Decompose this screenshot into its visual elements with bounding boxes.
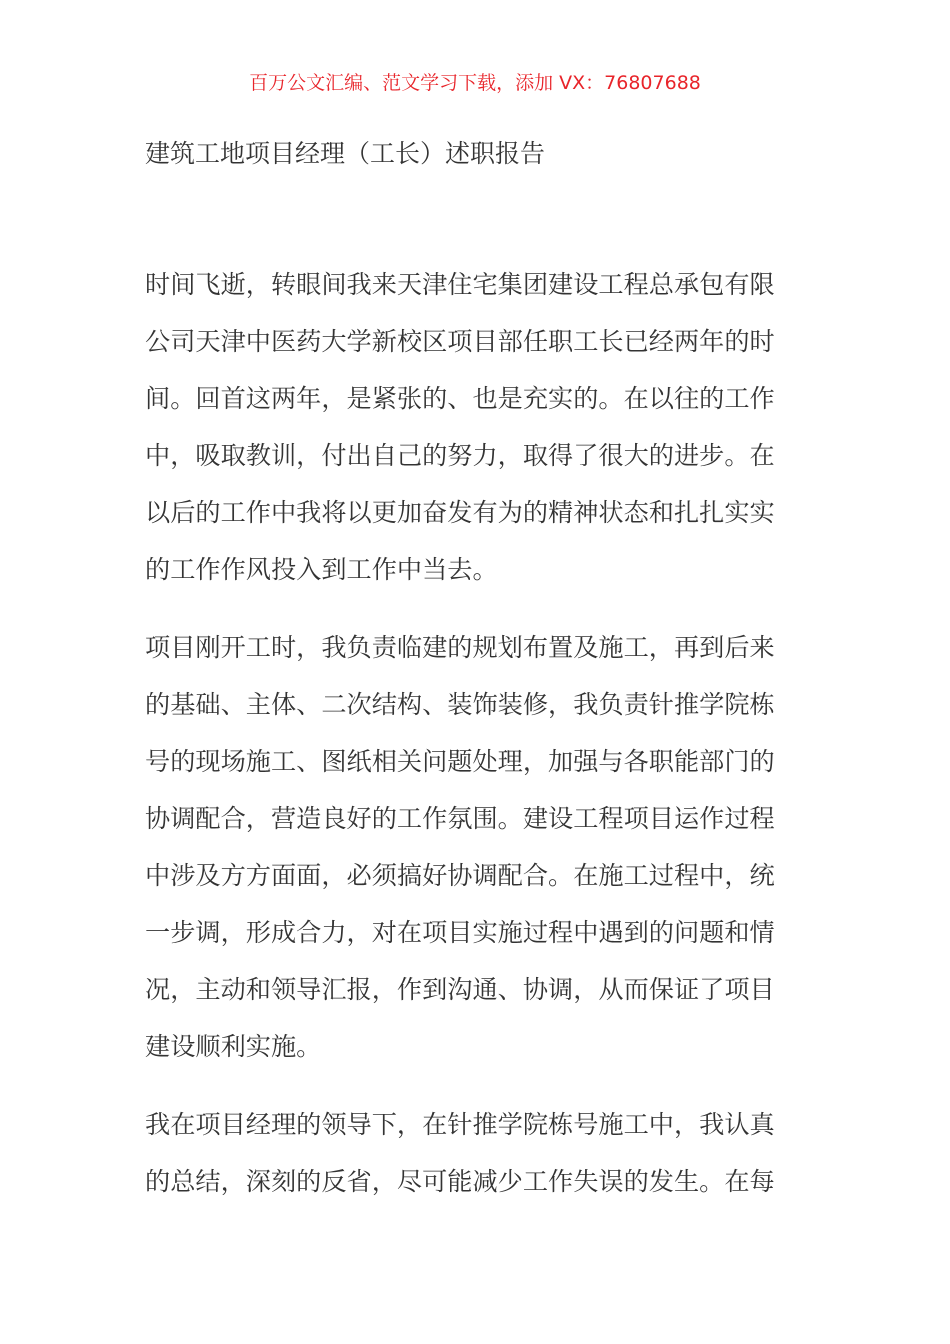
text-line: 中，吸取教训，付出自己的努力，取得了很大的进步。在 [145,441,775,470]
paragraph [145,1106,795,1220]
text-line: 号的现场施工、图纸相关问题处理，加强与各职能部门的 [145,747,775,776]
text-line: 的总结，深刻的反省，尽可能减少工作失误的发生。在每 [145,1167,775,1196]
text-line: 的工作作风投入到工作中当去。 [145,555,498,584]
text-line: 建设顺利实施。 [145,1032,322,1061]
paragraph [145,266,795,608]
document-title: 建筑工地项目经理（工长）述职报告 [145,139,546,168]
text-line: 中涉及方方面面，必须搞好协调配合。在施工过程中，统 [145,861,775,890]
text-line: 公司天津中医药大学新校区项目部任职工长已经两年的时 [145,327,775,356]
text-line: 协调配合，营造良好的工作氛围。建设工程项目运作过程 [145,804,775,833]
text-line: 时间飞逝，转眼间我来天津住宅集团建设工程总承包有限 [145,270,775,299]
text-line: 况，主动和领导汇报，作到沟通、协调，从而保证了项目 [145,975,775,1004]
text-line: 间。回首这两年，是紧张的、也是充实的。在以往的工作 [145,384,775,413]
text-line: 以后的工作中我将以更加奋发有为的精神状态和扎扎实实 [145,498,775,527]
text-line: 一步调，形成合力，对在项目实施过程中遇到的问题和情 [145,918,775,947]
paragraph [145,629,795,1085]
text-line: 的基础、主体、二次结构、装饰装修，我负责针推学院栋 [145,690,775,719]
document-body [145,266,795,1241]
text-line: 我在项目经理的领导下，在针推学院栋号施工中，我认真 [145,1110,775,1139]
text-line: 项目刚开工时，我负责临建的规划布置及施工，再到后来 [145,633,775,662]
watermark-header: 百万公文汇编、范文学习下载，添加 VX：76807688 [249,72,701,94]
